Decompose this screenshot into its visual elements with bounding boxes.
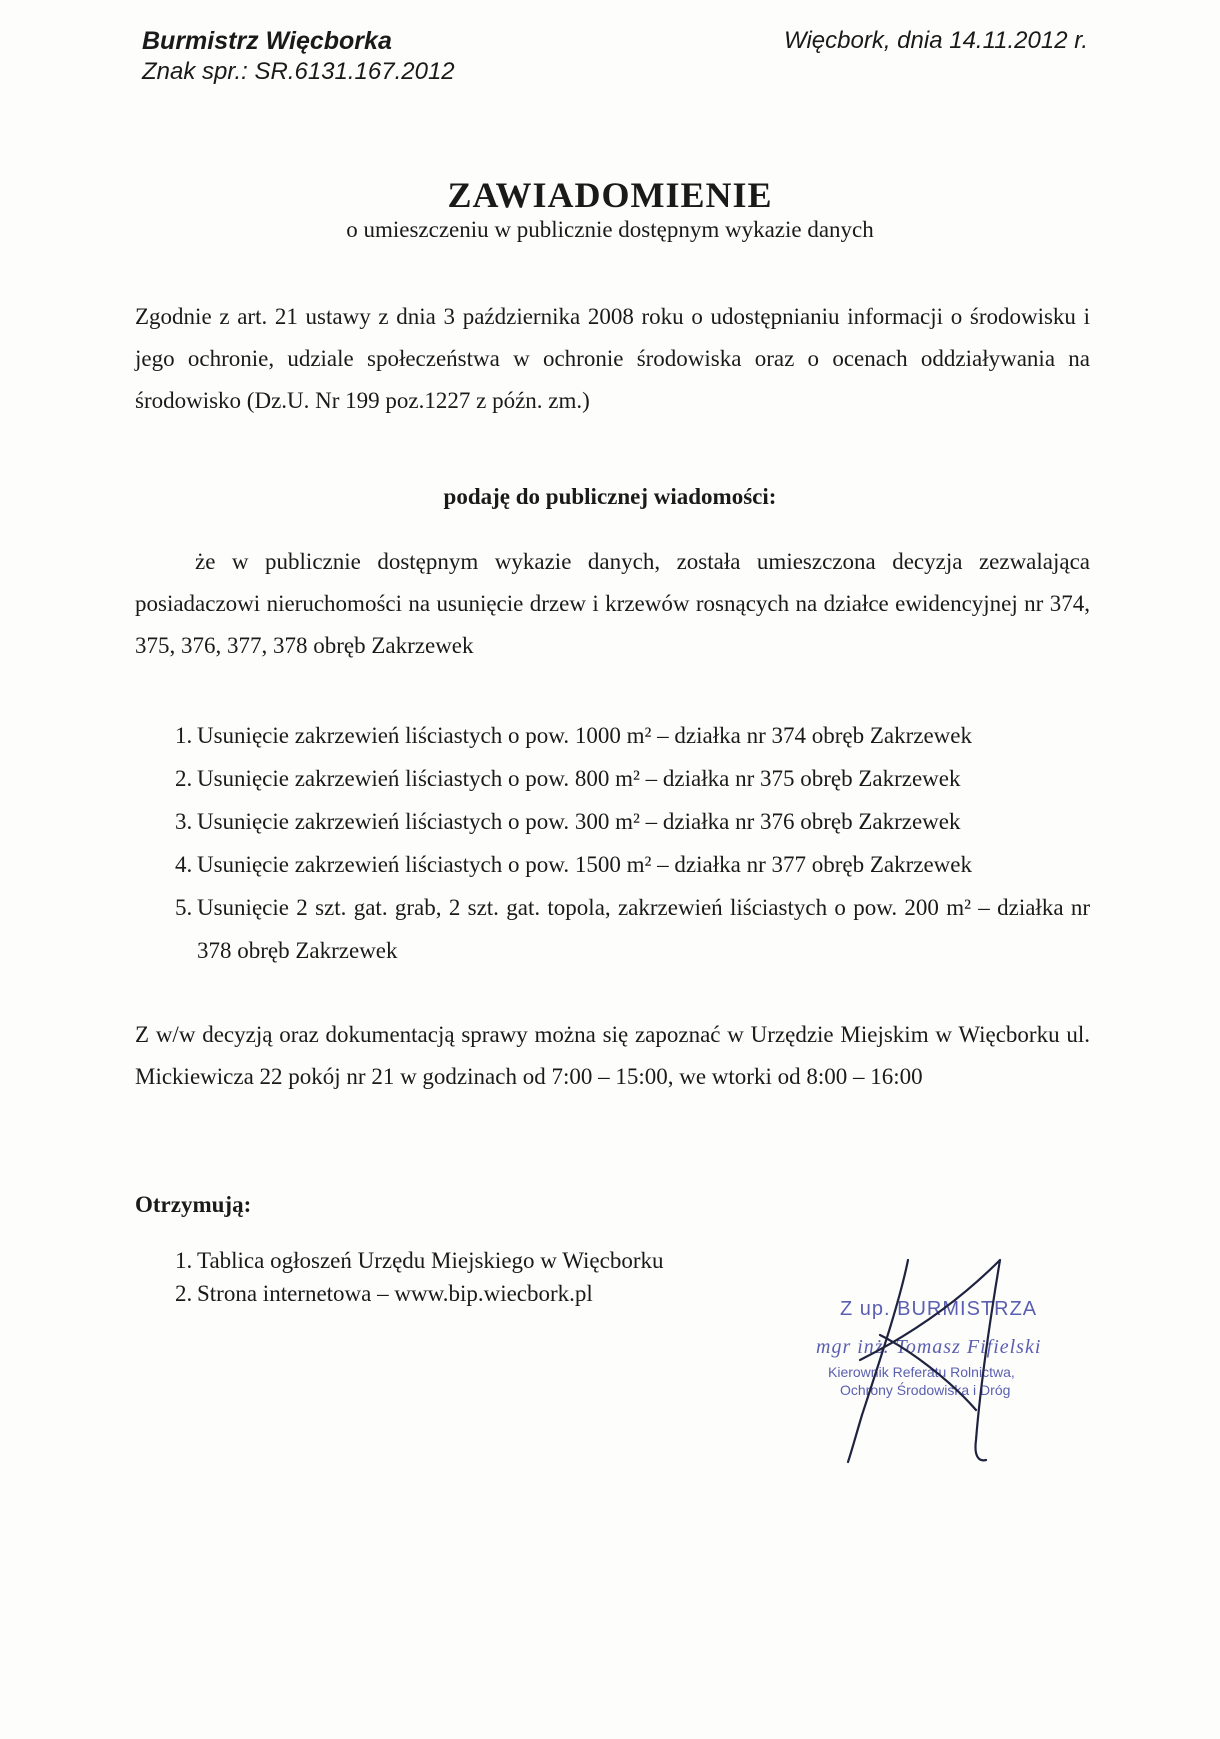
stamp-signatory: mgr inż. Tomasz Fifielski xyxy=(816,1336,1042,1358)
list-item-number: 4. xyxy=(175,852,193,877)
stamp-department: Ochrony Środowiska i Dróg xyxy=(840,1382,1011,1398)
list-item-number: 1. xyxy=(175,723,193,748)
list-item-text: Usunięcie zakrzewień liściastych o pow. 300 m² – działka nr 376 obręb Zakrzewek xyxy=(197,809,961,834)
document-title: ZAWIADOMIENIE xyxy=(447,175,773,215)
list-item-number: 2. xyxy=(175,766,193,791)
legal-basis-paragraph: Zgodnie z art. 21 ustawy z dnia 3 października 2008 roku o udostępnianiu informacji o środowisku i jego ochronie, udziale społeczeństwa w ochronie środowiska oraz o ocenach oddziaływania na środowisko (Dz.U. Nr 199 poz.1227 z późn. zm.) xyxy=(135,304,1090,413)
list-item xyxy=(175,886,1090,972)
list-item-number: 1. xyxy=(175,1248,193,1273)
list-item xyxy=(175,800,1090,843)
list-item-text: Tablica ogłoszeń Urzędu Miejskiego w Więcborku xyxy=(197,1248,664,1273)
recipients-heading: Otrzymują: xyxy=(135,1192,252,1217)
reference-number: Znak spr.: SR.6131.167.2012 xyxy=(142,58,455,85)
list-item-text: Strona internetowa – www.bip.wiecbork.pl xyxy=(197,1281,593,1306)
list-item xyxy=(175,714,1090,757)
decision-paragraph: że w publicznie dostępnym wykazie danych, została umieszczona decyzja zezwalająca posiadaczowi nieruchomości na usunięcie drzew i krzewów rosnących na działce ewidencyjnej nr 374, 375, 376, 377, 378 obręb Zakrzewek xyxy=(135,549,1090,658)
inspection-info-paragraph: Z w/w decyzją oraz dokumentacją sprawy można się zapoznać w Urzędzie Miejskim w Więcborku ul. Mickiewicza 22 pokój nr 21 w godzinach od 7:00 – 15:00, we wtorki od 8:00 – 16:00 xyxy=(135,1022,1090,1089)
list-item xyxy=(175,1244,663,1277)
stamp-position: Kierownik Referatu Rolnictwa, xyxy=(828,1364,1015,1380)
stamp-authority: Z up. BURMISTRZA xyxy=(840,1298,1038,1320)
removal-list xyxy=(175,714,1090,972)
list-item xyxy=(175,843,1090,886)
list-item-text: Usunięcie 2 szt. gat. grab, 2 szt. gat. topola, zakrzewień liściastych o pow. 200 m² – działka nr 378 obręb Zakrzewek xyxy=(197,895,1090,963)
list-item xyxy=(175,1277,663,1310)
list-item-text: Usunięcie zakrzewień liściastych o pow. 1500 m² – działka nr 377 obręb Zakrzewek xyxy=(197,852,972,877)
announcement-heading: podaję do publicznej wiadomości: xyxy=(443,484,777,509)
sender-name: Burmistrz Więcborka xyxy=(142,27,392,55)
list-item xyxy=(175,757,1090,800)
list-item-number: 3. xyxy=(175,809,193,834)
list-item-text: Usunięcie zakrzewień liściastych o pow. 800 m² – działka nr 375 obręb Zakrzewek xyxy=(197,766,961,791)
list-item-number: 5. xyxy=(175,895,193,920)
handwritten-signature xyxy=(800,1240,1100,1470)
list-item-number: 2. xyxy=(175,1281,193,1306)
list-item-text: Usunięcie zakrzewień liściastych o pow. 1000 m² – działka nr 374 obręb Zakrzewek xyxy=(197,723,972,748)
document-subtitle: o umieszczeniu w publicznie dostępnym wykazie danych xyxy=(346,217,874,242)
place-date: Więcbork, dnia 14.11.2012 r. xyxy=(784,27,1088,54)
recipients-list xyxy=(175,1244,663,1310)
